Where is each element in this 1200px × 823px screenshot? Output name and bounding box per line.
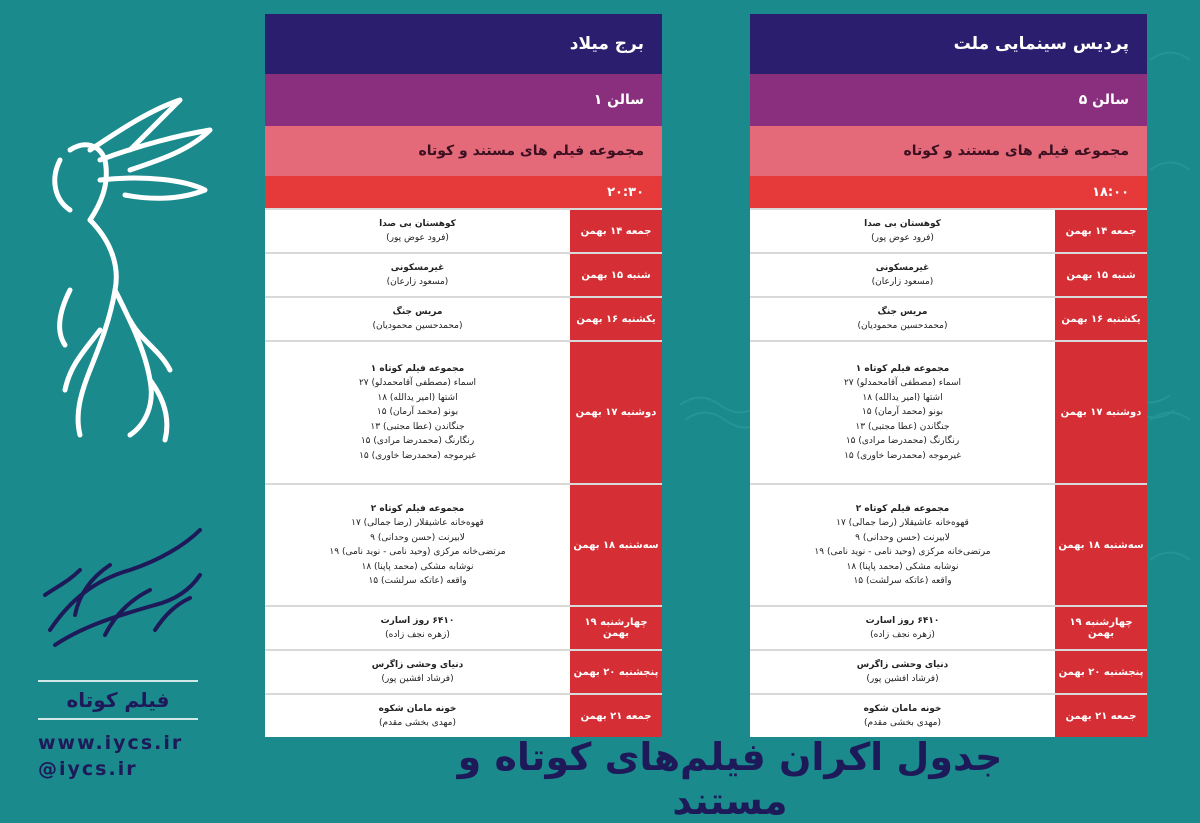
schedule-table-milad: [265, 14, 662, 737]
film-cell: [265, 651, 570, 693]
film-line: مرتضی‌خانه مرکزی (وحید نامی - نوید نامی) ۱۹: [329, 547, 506, 557]
film-line: (مهدی بخشی مقدم): [864, 718, 941, 728]
time-header: ۱۸:۰۰: [750, 176, 1147, 208]
film-line: (مسعود زارعان): [386, 277, 449, 287]
table-row: [750, 208, 1147, 252]
film-line: اشتها (امیر یدالله) ۱۸: [377, 392, 458, 403]
film-line: واقعه (عاتکه سرلشت) ۱۵: [853, 576, 952, 586]
film-line: واقعه (عاتکه سرلشت) ۱۵: [368, 576, 467, 586]
day-cell: یکشنبه ۱۶ بهمن: [1055, 298, 1147, 340]
table-row: [750, 483, 1147, 605]
day-cell: جمعه ۱۴ بهمن: [570, 210, 662, 252]
schedule-rows: [265, 208, 662, 737]
festival-calligraphy-logo: [35, 520, 210, 665]
film-line: مریس جنگ: [392, 306, 443, 317]
film-line: خونه مامان شکوه: [863, 703, 942, 714]
day-cell: یکشنبه ۱۶ بهمن: [570, 298, 662, 340]
film-line: مریس جنگ: [877, 306, 928, 317]
film-line: رنگارنگ (محمدرضا مرادی) ۱۵: [360, 436, 475, 447]
schedule-rows: [750, 208, 1147, 737]
film-line: مجموعه فیلم کوتاه ۱: [370, 363, 465, 374]
film-line: دنیای وحشی زاگرس: [856, 659, 949, 670]
film-cell: [750, 695, 1055, 737]
day-cell: سه‌شنبه ۱۸ بهمن: [570, 485, 662, 605]
film-cell: [750, 485, 1055, 605]
film-cell: [750, 298, 1055, 340]
film-cell: [750, 254, 1055, 296]
table-row: [265, 649, 662, 693]
film-cell: [265, 342, 570, 483]
film-line: دنیای وحشی زاگرس: [371, 659, 464, 670]
film-cell: [265, 298, 570, 340]
brand-divider-top: [38, 680, 198, 682]
venue-header: پردیس سینمایی ملت: [750, 14, 1147, 74]
film-cell: [265, 695, 570, 737]
collection-header: مجموعه فیلم های مستند و کوتاه: [750, 126, 1147, 176]
film-line: (فرود عوض پور): [386, 233, 449, 243]
day-cell: جمعه ۲۱ بهمن: [570, 695, 662, 737]
film-line: مجموعه فیلم کوتاه ۱: [855, 363, 950, 374]
film-line: (فرود عوض پور): [871, 233, 934, 243]
film-line: غیرمسکونی: [875, 262, 930, 273]
table-row: [750, 252, 1147, 296]
film-line: رنگارنگ (محمدرضا مرادی) ۱۵: [845, 436, 960, 447]
film-line: (مهدی بخشی مقدم): [379, 718, 456, 728]
day-cell: پنجشنبه ۲۰ بهمن: [570, 651, 662, 693]
table-row: [265, 296, 662, 340]
website-link[interactable]: www.iycs.ir: [38, 732, 184, 754]
film-line: (فرشاد افشین پور): [381, 674, 454, 684]
film-line: مجموعه فیلم کوتاه ۲: [855, 503, 950, 514]
film-line: اسماء (مصطفی آقامحمدلو) ۲۷: [843, 378, 962, 389]
film-line: مرتضی‌خانه مرکزی (وحید نامی - نوید نامی) ۱۹: [814, 547, 991, 557]
film-line: (زهره نجف زاده): [870, 630, 935, 640]
film-cell: [750, 342, 1055, 483]
brand-divider-bottom: [38, 718, 198, 720]
film-line: جنگاندن (عطا مجتبی) ۱۳: [855, 421, 950, 432]
film-line: (فرشاد افشین پور): [866, 674, 939, 684]
film-line: جنگاندن (عطا مجتبی) ۱۳: [370, 421, 465, 432]
day-cell: شنبه ۱۵ بهمن: [570, 254, 662, 296]
film-line: بونو (محمد آرمان) ۱۵: [861, 407, 944, 418]
table-row: [265, 340, 662, 483]
film-line: لابیرنت (حسن وحدانی) ۹: [855, 532, 950, 543]
table-row: [750, 693, 1147, 737]
film-cell: [265, 607, 570, 649]
day-cell: دوشنبه ۱۷ بهمن: [570, 342, 662, 483]
film-line: غیرمسکونی: [390, 262, 445, 273]
table-row: [750, 605, 1147, 649]
schedule-table-mellat: [750, 14, 1147, 737]
social-handle[interactable]: @iycs.ir: [38, 758, 138, 780]
hall-header: سالن ۱: [265, 74, 662, 126]
day-cell: شنبه ۱۵ بهمن: [1055, 254, 1147, 296]
table-row: [265, 693, 662, 737]
day-cell: جمعه ۱۴ بهمن: [1055, 210, 1147, 252]
film-line: قهوه‌خانه عاشیقلار (رضا جمالی) ۱۷: [351, 518, 484, 528]
simorgh-bird-logo: [30, 90, 220, 470]
film-cell: [265, 485, 570, 605]
film-line: کوهستان بی صدا: [379, 218, 456, 229]
film-line: کوهستان بی صدا: [864, 218, 941, 229]
day-cell: سه‌شنبه ۱۸ بهمن: [1055, 485, 1147, 605]
film-line: (مسعود زارعان): [871, 277, 934, 287]
film-line: لابیرنت (حسن وحدانی) ۹: [370, 532, 465, 543]
film-line: اشتها (امیر یدالله) ۱۸: [862, 392, 943, 403]
section-label: فیلم کوتاه: [66, 688, 170, 712]
film-line: (زهره نجف زاده): [385, 630, 450, 640]
collection-header: مجموعه فیلم های مستند و کوتاه: [265, 126, 662, 176]
film-cell: [265, 254, 570, 296]
film-line: (محمدحسین محمودیان): [372, 321, 463, 331]
film-line: ۶۴۱۰ روز اسارت: [380, 615, 455, 626]
day-cell: چهارشنبه ۱۹ بهمن: [570, 607, 662, 649]
film-line: بونو (محمد آرمان) ۱۵: [376, 407, 459, 418]
film-line: غیرموجه (محمدرضا خاوری) ۱۵: [359, 450, 476, 461]
table-row: [750, 649, 1147, 693]
film-line: اسماء (مصطفی آقامحمدلو) ۲۷: [358, 378, 477, 389]
film-cell: [750, 607, 1055, 649]
film-cell: [750, 651, 1055, 693]
film-line: (محمدحسین محمودیان): [857, 321, 948, 331]
hall-header: سالن ۵: [750, 74, 1147, 126]
table-row: [265, 252, 662, 296]
film-line: ۶۴۱۰ روز اسارت: [865, 615, 940, 626]
film-line: خونه مامان شکوه: [378, 703, 457, 714]
table-row: [265, 208, 662, 252]
table-row: [750, 296, 1147, 340]
day-cell: پنجشنبه ۲۰ بهمن: [1055, 651, 1147, 693]
day-cell: دوشنبه ۱۷ بهمن: [1055, 342, 1147, 483]
day-cell: جمعه ۲۱ بهمن: [1055, 695, 1147, 737]
film-cell: [265, 210, 570, 252]
table-row: [750, 340, 1147, 483]
film-line: نوشابه مشکی (محمد پاپنا) ۱۸: [361, 561, 474, 572]
film-line: نوشابه مشکی (محمد پاپنا) ۱۸: [846, 561, 959, 572]
film-cell: [750, 210, 1055, 252]
table-row: [265, 483, 662, 605]
film-line: قهوه‌خانه عاشیقلار (رضا جمالی) ۱۷: [836, 518, 969, 528]
venue-header: برج میلاد: [265, 14, 662, 74]
time-header: ۲۰:۳۰: [265, 176, 662, 208]
film-line: مجموعه فیلم کوتاه ۲: [370, 503, 465, 514]
page-title: جدول اکران فیلم‌های کوتاه و مستند: [457, 735, 1003, 823]
table-row: [265, 605, 662, 649]
film-line: غیرموجه (محمدرضا خاوری) ۱۵: [844, 450, 961, 461]
day-cell: چهارشنبه ۱۹ بهمن: [1055, 607, 1147, 649]
